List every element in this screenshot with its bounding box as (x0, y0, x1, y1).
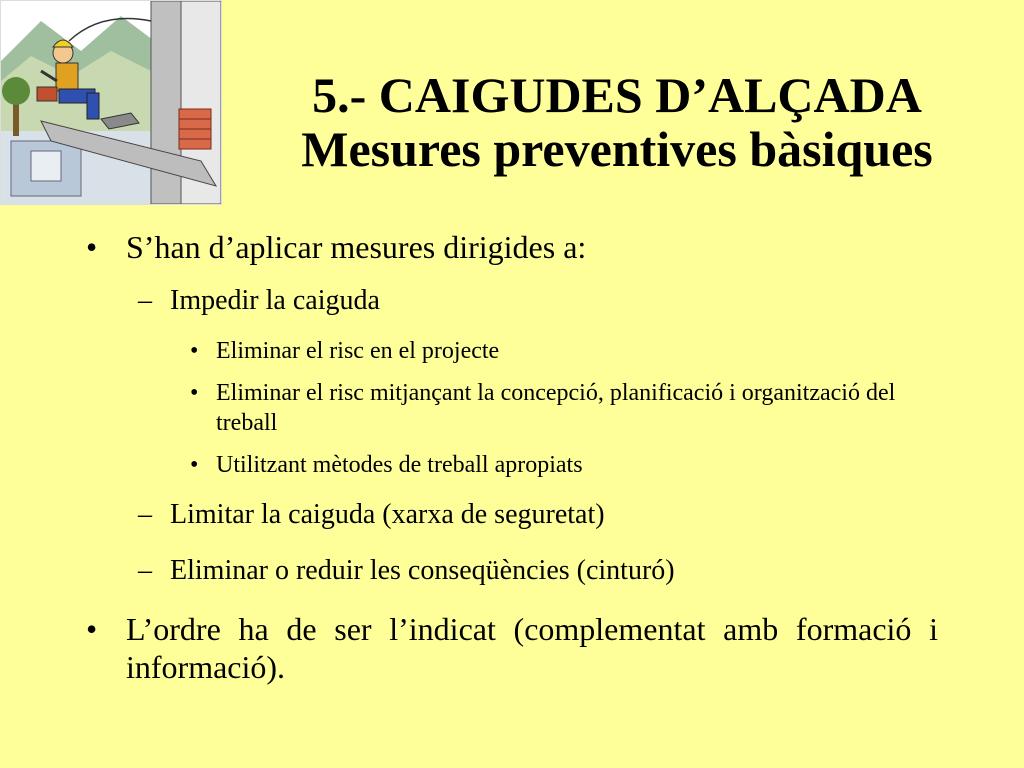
bullet-list (86, 228, 938, 686)
list-item-text: Limitar la caiguda (xarxa de seguretat) (170, 499, 605, 530)
list-item (86, 336, 938, 366)
bullet-marker: • (190, 338, 199, 364)
list-item (86, 284, 938, 318)
list-item (86, 378, 938, 438)
dash-marker: – (138, 555, 152, 586)
construction-worker-illustration (0, 0, 222, 205)
list-item-text: Impedir la caiguda (170, 285, 380, 316)
list-item-text: L’ordre ha de ser l’indicat (complementat amb formació i informació). (126, 611, 938, 685)
bullet-marker: • (190, 380, 199, 406)
bullet-marker: • (190, 452, 199, 478)
list-item-text: S’han d’aplicar mesures dirigides a: (126, 229, 587, 265)
bullet-marker: • (86, 611, 98, 647)
dash-marker: – (138, 285, 152, 316)
list-item-text: Eliminar el risc mitjançant la concepció, planificació i organització del treball (216, 380, 896, 436)
list-item (86, 610, 938, 686)
list-item-text: Utilitzant mètodes de treball apropiats (216, 452, 583, 478)
title-line-1: 5.- CAIGUDES D’ALÇADA (312, 67, 922, 123)
dash-marker: – (138, 499, 152, 530)
list-item (86, 228, 938, 266)
bullet-marker: • (86, 229, 98, 265)
title-line-2: Mesures preventives bàsiques (301, 121, 933, 177)
list-item (86, 554, 938, 588)
list-item (86, 498, 938, 532)
list-item-text: Eliminar el risc en el projecte (216, 338, 500, 364)
list-item-text: Eliminar o reduir les conseqüències (cinturó) (170, 555, 675, 586)
list-item (86, 450, 938, 480)
slide-title (222, 68, 1012, 176)
